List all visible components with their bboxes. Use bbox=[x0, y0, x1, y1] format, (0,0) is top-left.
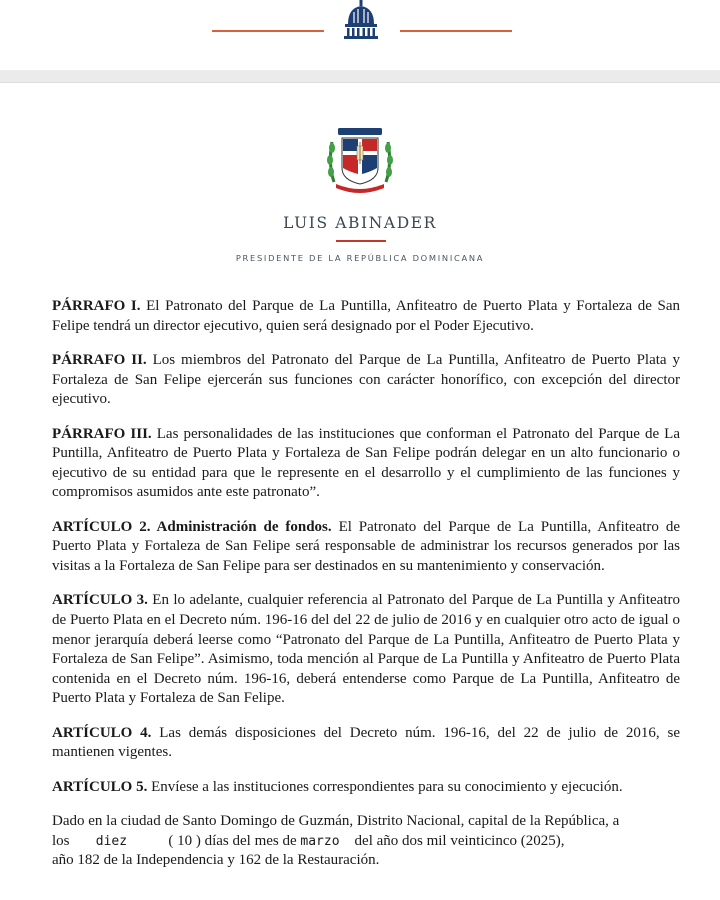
section-text: En lo adelante, cualquier referencia al Patronato del Parque de La Puntilla y Anfiteatro de Puerto Plata en el Decreto núm. 196-16 del del 22 de julio de 2016 y en cualquier otro acto de igual o menor jerarquía deberá leerse como “Patronato del Parque de La Puntilla, Anfiteatro de Puerto Plata y Fortaleza de San Felipe”. Asimismo, toda mención al Parque de La Puntilla y Anfiteatro de Puerto Plata contenida en el Decreto núm. 196-16, deberá entenderse como Parque de La Puntilla, Anfiteatro de Puerto Plata y Fortaleza de San Felipe. bbox=[52, 592, 680, 707]
closing-line-3: año 182 de la Independencia y 162 de la Restauración. bbox=[52, 852, 380, 869]
section-text: Las demás disposiciones del Decreto núm. 196-16, del 22 de julio de 2016, se mantienen vigentes. bbox=[52, 724, 680, 761]
coat-of-arms-icon bbox=[326, 124, 394, 196]
articulo-2 bbox=[52, 518, 680, 577]
decree-body bbox=[52, 297, 680, 871]
closing-paragraph bbox=[52, 812, 680, 871]
closing-los: los bbox=[52, 832, 70, 849]
section-heading: ARTÍCULO 4. bbox=[52, 724, 152, 741]
closing-line-1: Dado en la ciudad de Santo Domingo de Guzmán, Distrito Nacional, capital de la República, a bbox=[52, 813, 620, 830]
day-number: ( 10 ) bbox=[168, 832, 201, 849]
closing-dias: días del mes de bbox=[204, 832, 297, 849]
parrafo-iii bbox=[52, 425, 680, 503]
section-text: El Patronato del Parque de La Puntilla, Anfiteatro de Puerto Plata y Fortaleza de San Felipe será responsable de administrar los recursos generados por las visitas a la Fortaleza de San Felipe para ser destinados en su mantenimiento y conservación. bbox=[52, 518, 680, 574]
parrafo-i bbox=[52, 297, 680, 336]
section-heading: PÁRRAFO II. bbox=[52, 351, 147, 368]
president-name: LUIS ABINADER bbox=[283, 214, 437, 232]
header-band bbox=[0, 70, 720, 83]
header-rule-right bbox=[400, 30, 512, 32]
header-rule-left bbox=[212, 30, 324, 32]
section-heading: ARTÍCULO 5. bbox=[52, 778, 148, 795]
section-text: Envíese a las instituciones correspondientes para su conocimiento y ejecución. bbox=[147, 778, 623, 795]
section-text: El Patronato del Parque de La Puntilla, Anfiteatro de Puerto Plata y Fortaleza de San Felipe tendrá un director ejecutivo, quien será designado por el Poder Ejecutivo. bbox=[52, 298, 680, 334]
month-field: marzo bbox=[300, 833, 340, 849]
section-heading: ARTÍCULO 3. bbox=[52, 592, 148, 609]
articulo-5 bbox=[52, 778, 680, 798]
section-text: Las personalidades de las instituciones que conforman el Patronato del Parque de La Puntilla, Anfiteatro de Puerto Plata y Fortaleza de San Felipe podrán delegar en un alto funcionario o ejecutivo de su entidad para que le represente en el desarrollo y el cumplimiento de las funciones y compromisos asumidos ante este patronato”. bbox=[52, 425, 680, 501]
capitol-dome-icon bbox=[340, 0, 382, 40]
articulo-3 bbox=[52, 591, 680, 709]
articulo-4 bbox=[52, 724, 680, 763]
closing-year: del año dos mil veinticinco (2025), bbox=[354, 832, 565, 849]
president-title: PRESIDENTE DE LA REPÚBLICA DOMINICANA bbox=[235, 253, 485, 263]
section-text: Los miembros del Patronato del Parque de La Puntilla, Anfiteatro de Puerto Plata y Fortaleza de San Felipe ejercerán sus funciones con carácter honorífico, con excepción del director ejecutivo. bbox=[52, 351, 681, 408]
name-underline bbox=[336, 240, 386, 242]
section-heading: PÁRRAFO I. bbox=[52, 298, 141, 314]
section-heading: ARTÍCULO 2. Administración de fondos. bbox=[52, 518, 332, 535]
day-word-field: diez bbox=[95, 833, 128, 849]
parrafo-ii bbox=[52, 351, 680, 410]
section-heading: PÁRRAFO III. bbox=[52, 425, 152, 442]
top-header bbox=[0, 0, 720, 70]
